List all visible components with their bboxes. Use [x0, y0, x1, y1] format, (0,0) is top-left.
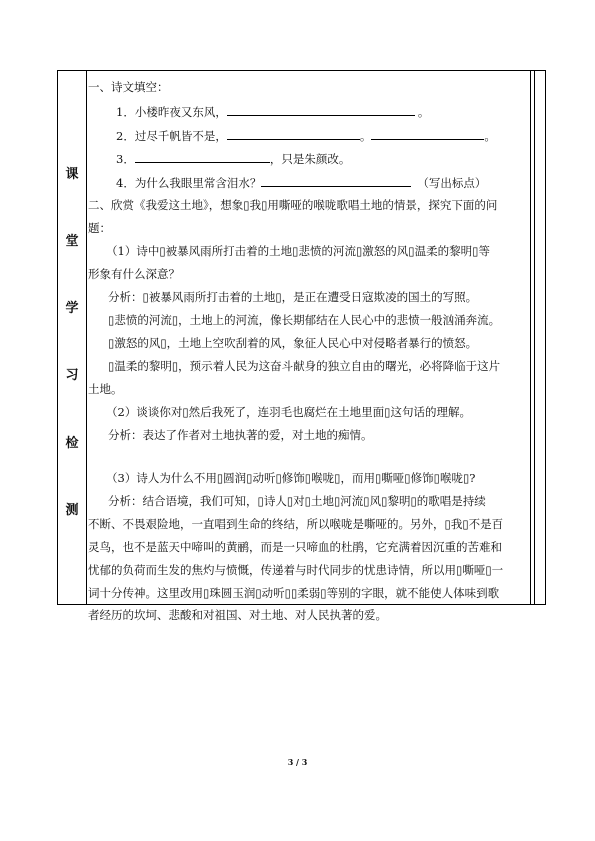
fill-question-2 — [116, 128, 496, 144]
table-divider — [86, 71, 87, 604]
analysis-answer: 灵鸟，也不是蓝天中啼叫的黄鹂，而是一只啼血的杜鹃，它充满着因沉重的苦难和 — [88, 540, 502, 554]
analysis-answer: 不断、不畏艰险地，一直唱到生命的终结，所以喉咙是嘶哑的。另外，▯我▯不是百 — [88, 517, 504, 531]
analysis-question: （1）诗中▯被暴风雨所打击着的土地▯悲愤的河流▯激怒的风▯温柔的黎明▯等 — [106, 244, 490, 258]
fill-question-4 — [116, 175, 486, 191]
analysis-answer: ▯悲愤的河流▯，土地上的河流，像长期郁结在人民心中的悲愤一般汹涌奔流。 — [108, 313, 501, 327]
side-label-char: 课 — [65, 167, 79, 182]
fill-question-3 — [116, 151, 350, 167]
analysis-answer: ▯激怒的风▯，土地上空吹刮着的风，象征人民心中对侵略者暴行的愤怒。 — [108, 336, 478, 350]
question-text: 2．过尽千帆皆不是， — [116, 129, 227, 143]
table-divider — [530, 71, 531, 604]
answer-blank[interactable] — [135, 151, 270, 163]
analysis-answer: 分析：表达了作者对土地执著的爱，对土地的痴情。 — [108, 428, 373, 442]
side-label-char: 学 — [65, 301, 79, 316]
question-text: 3． — [116, 152, 135, 166]
question-text: 。 — [417, 105, 430, 119]
question-text: （写出标点） — [417, 176, 487, 190]
worksheet-table — [57, 70, 546, 622]
answer-blank[interactable] — [371, 128, 484, 140]
section1-heading: 一、诗文填空： — [88, 80, 169, 94]
side-label-char: 习 — [65, 368, 79, 383]
analysis-question: （2）谈谈你对▯然后我死了，连羽毛也腐烂在土地里面▯这句话的理解。 — [106, 405, 471, 419]
question-text: 4．为什么我眼里常含泪水？ — [116, 176, 262, 190]
question-text: 。 — [359, 129, 372, 143]
side-label-char: 堂 — [65, 234, 79, 249]
analysis-answer: 者经历的坎坷、悲酸和对祖国、对土地、对人民执著的爱。 — [88, 608, 387, 622]
analysis-question: （3）诗人为什么不用▯圆润▯动听▯修饰▯喉咙▯，而用▯嘶哑▯修饰▯喉咙▯? — [106, 471, 476, 485]
side-label-char: 测 — [65, 503, 79, 518]
question-text: 1．小楼昨夜又东风， — [116, 105, 227, 119]
side-label-char: 检 — [65, 436, 79, 451]
answer-blank[interactable] — [227, 104, 415, 116]
analysis-answer: ▯温柔的黎明▯，预示着人民为这奋斗献身的独立自由的曙光，必将降临于这片 — [108, 359, 501, 373]
page-number: 3 / 3 — [287, 757, 308, 767]
fill-question-1 — [116, 104, 429, 120]
section2-heading: 二、欣赏《我爱这土地》，想象▯我▯用嘶哑的喉咙歌唱土地的情景，探究下面的问 — [88, 198, 498, 212]
analysis-answer: 分析：▯被暴风雨所打击着的土地▯，是正在遭受日寇欺凌的国土的写照。 — [108, 290, 478, 304]
section2-heading: 题： — [88, 221, 111, 235]
analysis-answer: 词十分传神。这里改用▯珠圆玉润▯动听▯▯柔弱▯等别的字眼，就不能使人体味到歌 — [88, 586, 500, 600]
answer-blank[interactable] — [227, 128, 360, 140]
analysis-answer: 忧郁的负荷而生发的焦灼与愤慨，传递着与时代同步的忧患诗情，所以用▯嘶哑▯一 — [88, 563, 504, 577]
analysis-answer: 土地。 — [88, 382, 123, 396]
table-divider — [534, 71, 535, 604]
question-text: ，只是朱颜改。 — [269, 152, 351, 166]
analysis-question: 形象有什么深意？ — [88, 267, 180, 281]
question-text: 。 — [484, 129, 496, 143]
answer-blank[interactable] — [261, 175, 411, 187]
analysis-answer: 分析：结合语境，我们可知，▯诗人▯对▯土地▯河流▯风▯黎明▯的歌唱是持续 — [108, 494, 486, 508]
